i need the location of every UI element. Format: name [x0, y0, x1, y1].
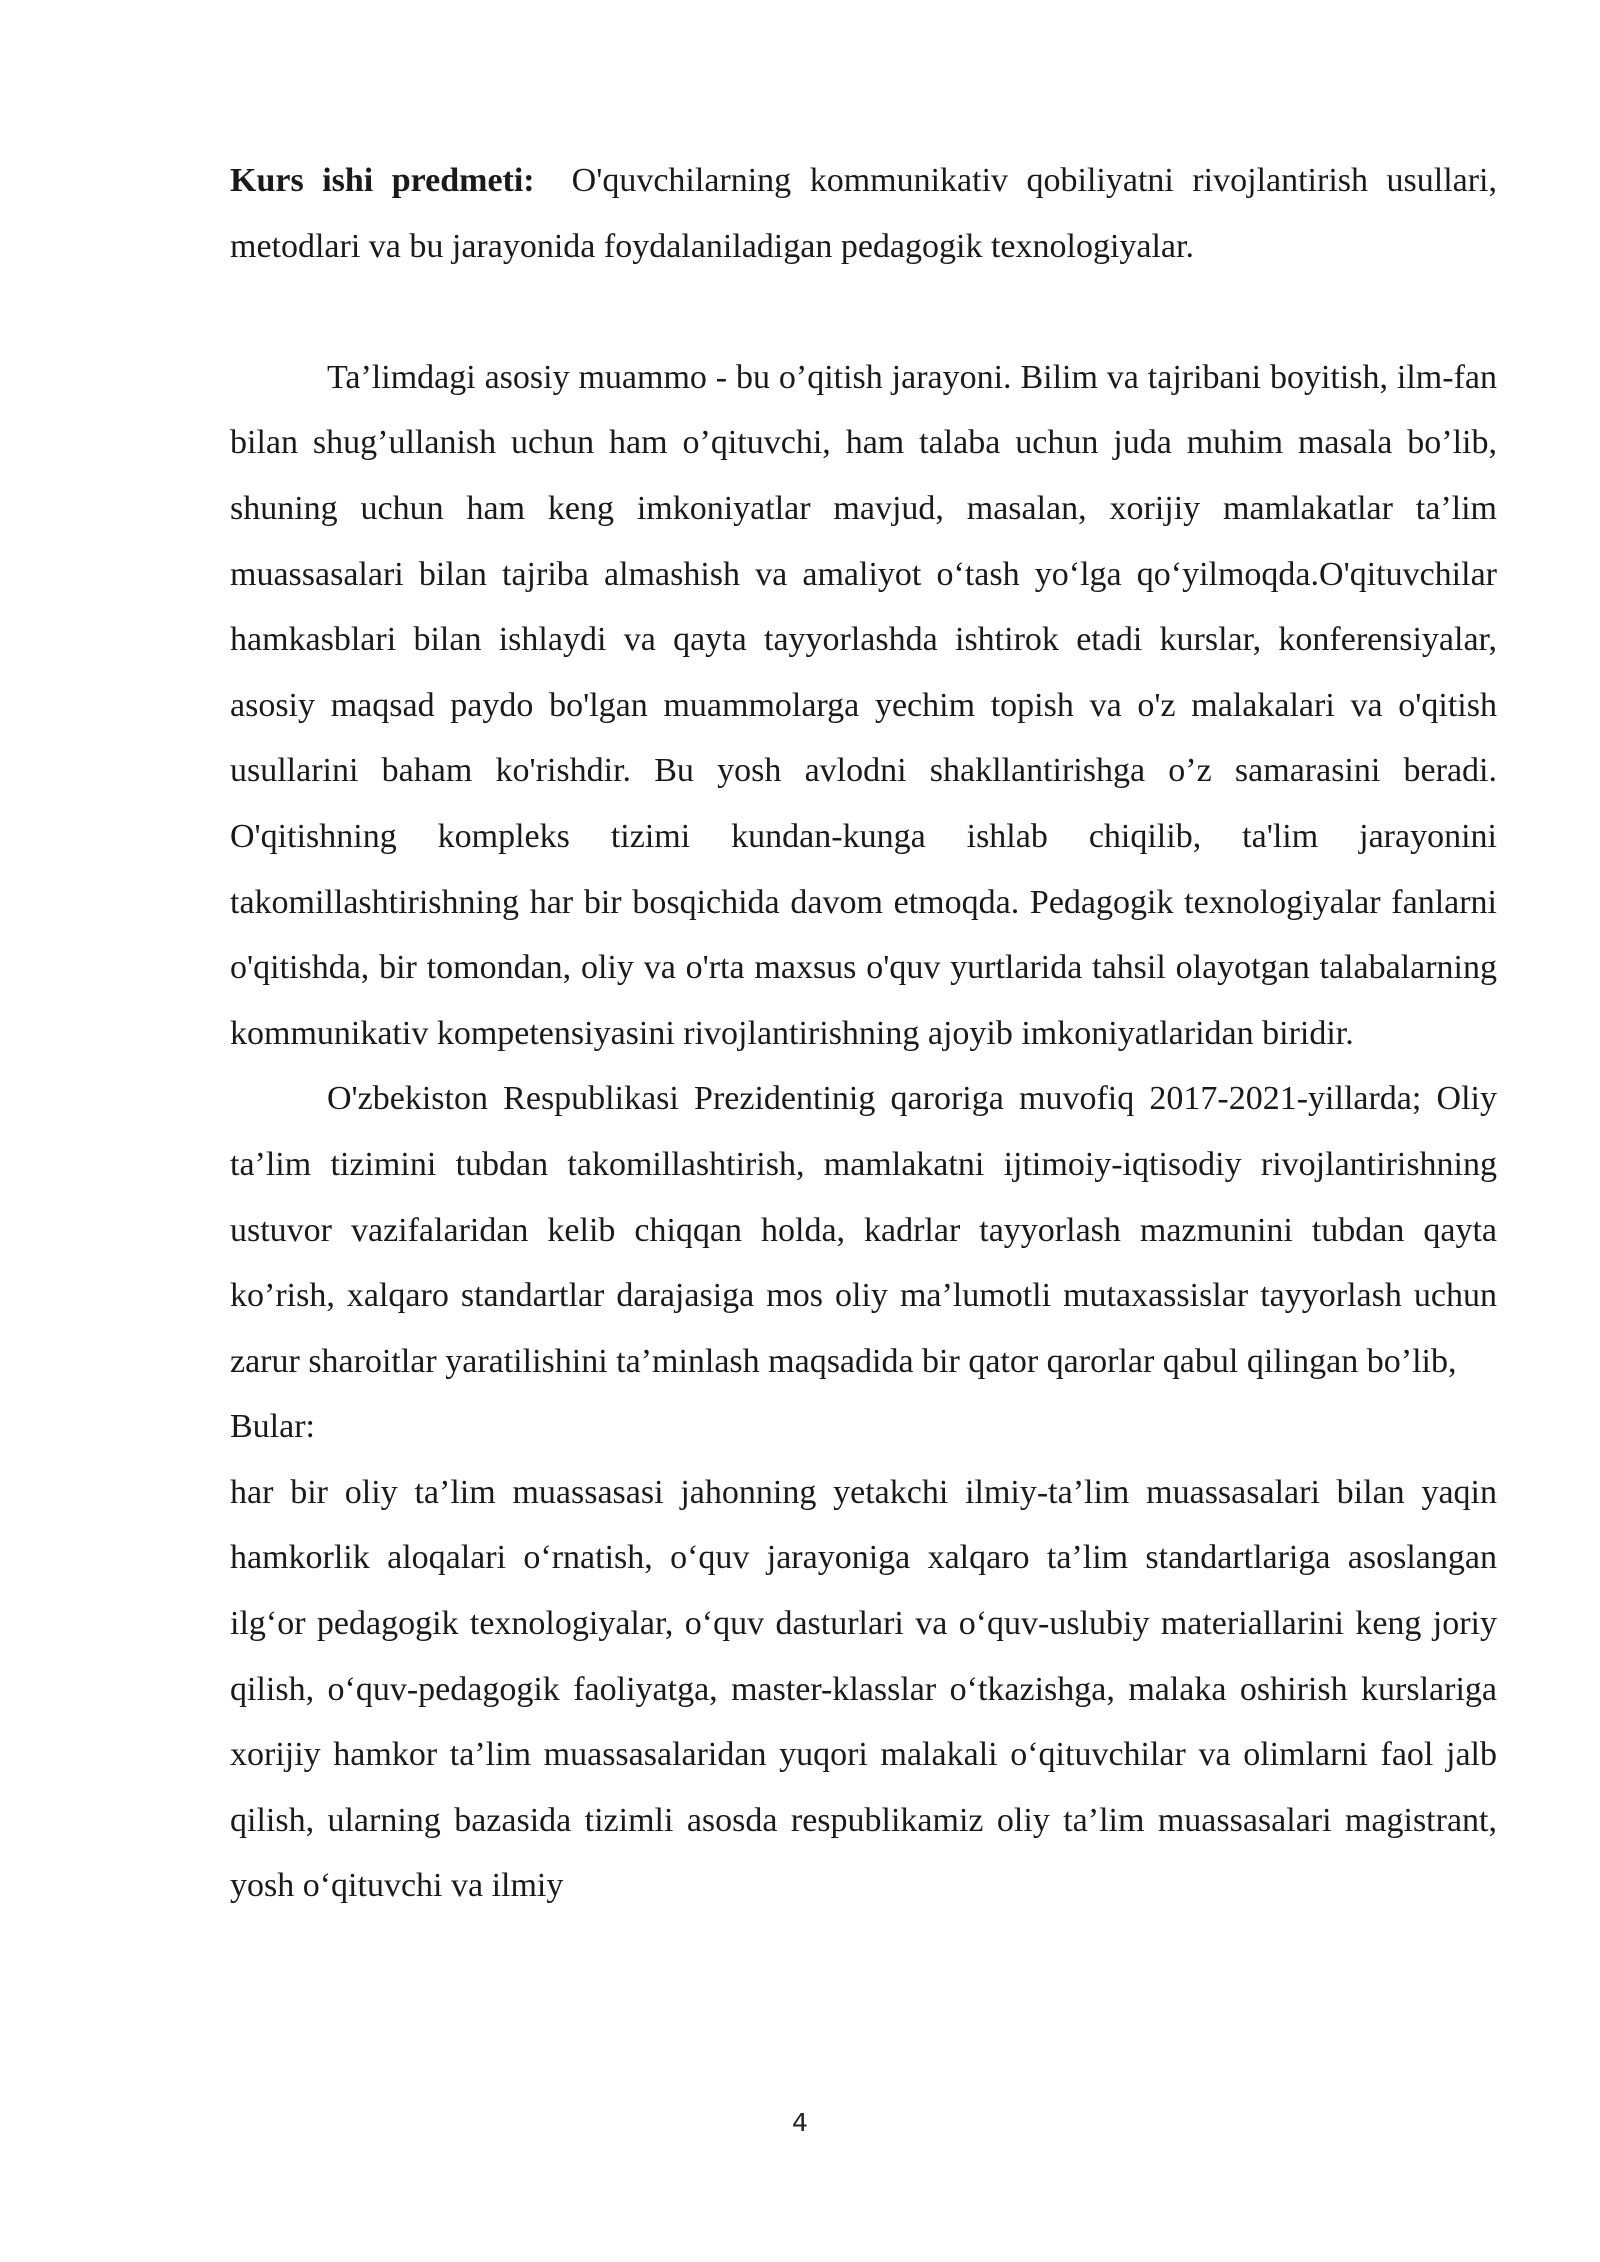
list-intro: Bular: — [230, 1408, 315, 1446]
body-paragraph-teaching-problem: Ta’limdagi asosiy muammo - bu o’qitish jarayoni. Bilim va tajribani boyitish, ilm-fan bilan shug’ullanish uchun ham o’qituvchi, ham talaba uchun juda muhim masala bo’lib, shuning uchun ham keng imkoniyatlar mavjud, masalan, xorijiy mamlakatlar ta’lim muassasalari bilan tajriba almashish va amaliyot o‘tash yo‘lga qo‘yilmoqda.O'qituvchilar hamkasblari bilan ishlaydi va qayta tayyorlashda ishtirok etadi kurslar, konferensiyalar, asosiy maqsad paydo bo'lgan muammolarga yechim topish va o'z malakalari va o'qitish usullarini baham ko'rishdir. Bu yosh avlodni shakllantirishga o’z samarasini beradi. O'qitishning kompleks tizimi kundan-kunga ishlab chiqilib, ta'lim jarayonini takomillashtirishning har bir bosqichida davom etmoqda. Pedagogik texnologiyalar fanlarni o'qitishda, bir tomondan, oliy va o'rta maxsus o'quv yurtlarida tahsil olayotgan talabalarning kommunikativ kompetensiyasini rivojlantirishning ajoyib imkoniyatlaridan biridir. — [230, 358, 1497, 1052]
paragraph-spacer — [230, 279, 1497, 345]
course-subject-label: Kurs ishi predmeti: — [230, 162, 535, 199]
document-body — [230, 148, 1497, 1919]
course-subject-text: O'quvchilarning kommunikativ qobiliyatni rivojlantirish usullari, metodlari va bu jarayonida foydalaniladigan pedagogik texnologiyalar. — [230, 162, 1497, 265]
page-number: 4 — [792, 2108, 808, 2137]
body-paragraph-cooperation: har bir oliy ta’lim muassasasi jahonning yetakchi ilmiy-ta’lim muassasalari bilan yaqin hamkorlik aloqalari o‘rnatish, o‘quv jarayoniga xalqaro ta’lim standartlariga asoslangan ilg‘or pedagogik texnologiyalar, o‘quv dasturlari va o‘quv-uslubiy materiallarini keng joriy qilish, o‘quv-pedagogik faoliyatga, master-klasslar o‘tkazishga, malaka oshirish kurslariga xorijiy hamkor ta’lim muassasalaridan yuqori malakali o‘qituvchilar va olimlarni faol jalb qilish, ularning bazasida tizimli asosda respublikamiz oliy ta’lim muassasalari magistrant, yosh o‘qituvchi va ilmiy — [230, 1473, 1497, 1905]
course-subject-paragraph — [230, 148, 1497, 279]
body-paragraph-presidential-decree: O'zbekiston Respublikasi Prezidentinig qaroriga muvofiq 2017-2021-yillarda; Oliy ta’lim tizimini tubdan takomillashtirish, mamlakatni ijtimoiy-iqtisodiy rivojlantirishning ustuvor vazifalaridan kelib chiqqan holda, kadrlar tayyorlash mazmunini tubdan qayta ko’rish, xalqaro standartlar darajasiga mos oliy ma’lumotli mutaxassislar tayyorlash uchun zarur sharoitlar yaratilishini ta’minlash maqsadida bir qator qarorlar qabul qilingan bo’lib, — [230, 1080, 1497, 1380]
